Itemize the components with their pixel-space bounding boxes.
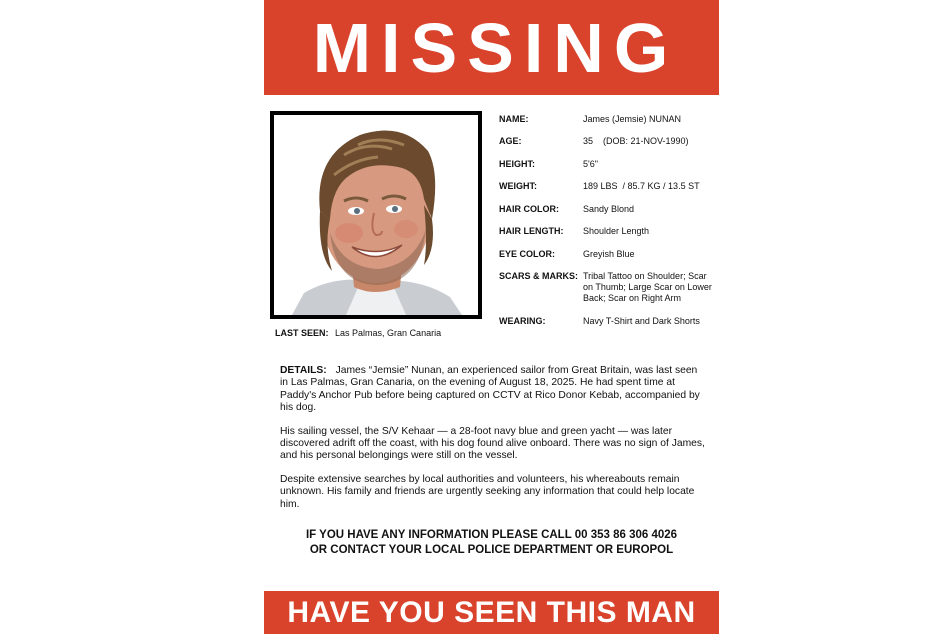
details-paragraph: His sailing vessel, the S/V Kehaar — a 28-foot navy blue and green yacht — was later discovered adrift off the coast, with his dog found alive onboard. There was no sign of James, and his personal belongings were still on the vessel. xyxy=(280,425,705,462)
footer-title: HAVE YOU SEEN THIS MAN xyxy=(287,595,696,629)
details-text: James “Jemsie” Nunan, an experienced sailor from Great Britain, was last seen in Las Palmas, Gran Canaria, on the evening of August 18, 2025. He had spent time at Paddy's Anchor Pub before being captured on CCTV at Rico Donor Kebab, accompanied by his dog. xyxy=(280,365,700,414)
details-paragraph: Despite extensive searches by local authorities and volunteers, his whereabouts remain unknown. His family and friends are urgently seeking any information that could help locate him. xyxy=(280,473,695,510)
fact-value: 189 LBS / 85.7 KG / 13.5 ST xyxy=(583,181,700,191)
fact-value: 35 (DOB: 21-NOV-1990) xyxy=(583,136,689,146)
contact-line: OR CONTACT YOUR LOCAL POLICE DEPARTMENT OR EUROPOL xyxy=(309,544,674,556)
contact-line: IF YOU HAVE ANY INFORMATION PLEASE CALL 00 353 86 306 4026 xyxy=(305,529,678,541)
fact-value: Navy T-Shirt and Dark Shorts xyxy=(583,316,700,326)
fact-value: James (Jemsie) NUNAN xyxy=(583,114,682,124)
details-label: DETAILS: xyxy=(280,365,327,376)
fact-label: AGE: xyxy=(499,136,522,146)
details-paragraph xyxy=(280,365,705,415)
fact-label: NAME: xyxy=(499,114,529,124)
fact-label: WEIGHT: xyxy=(499,181,537,191)
missing-person-photo xyxy=(270,111,482,319)
fact-value: Greyish Blue xyxy=(583,249,635,259)
fact-label: HEIGHT: xyxy=(499,159,535,169)
footer-banner xyxy=(264,591,719,634)
fact-label: EYE COLOR: xyxy=(499,249,556,259)
fact-label: HAIR COLOR: xyxy=(499,204,559,214)
fact-value: Shoulder Length xyxy=(583,226,650,236)
fact-label: SCARS & MARKS: xyxy=(499,271,579,281)
contact-call-to-action xyxy=(264,528,719,558)
fact-label: WEARING: xyxy=(499,316,546,326)
title-banner xyxy=(264,0,719,95)
last-seen-label: LAST SEEN: xyxy=(275,328,329,338)
fact-label: HAIR LENGTH: xyxy=(499,226,564,236)
fact-value: 5'6" xyxy=(583,159,598,169)
portrait-illustration xyxy=(274,115,478,315)
poster-title: MISSING xyxy=(312,8,679,87)
last-seen xyxy=(275,328,441,338)
fact-value: Tribal Tattoo on Shoulder; Scar on Thumb; Large Scar on Lower Back; Scar on Right Arm xyxy=(583,271,712,303)
missing-poster xyxy=(264,0,719,634)
last-seen-value: Las Palmas, Gran Canaria xyxy=(335,328,442,338)
fact-value: Sandy Blond xyxy=(583,204,635,214)
details-section xyxy=(280,365,705,522)
